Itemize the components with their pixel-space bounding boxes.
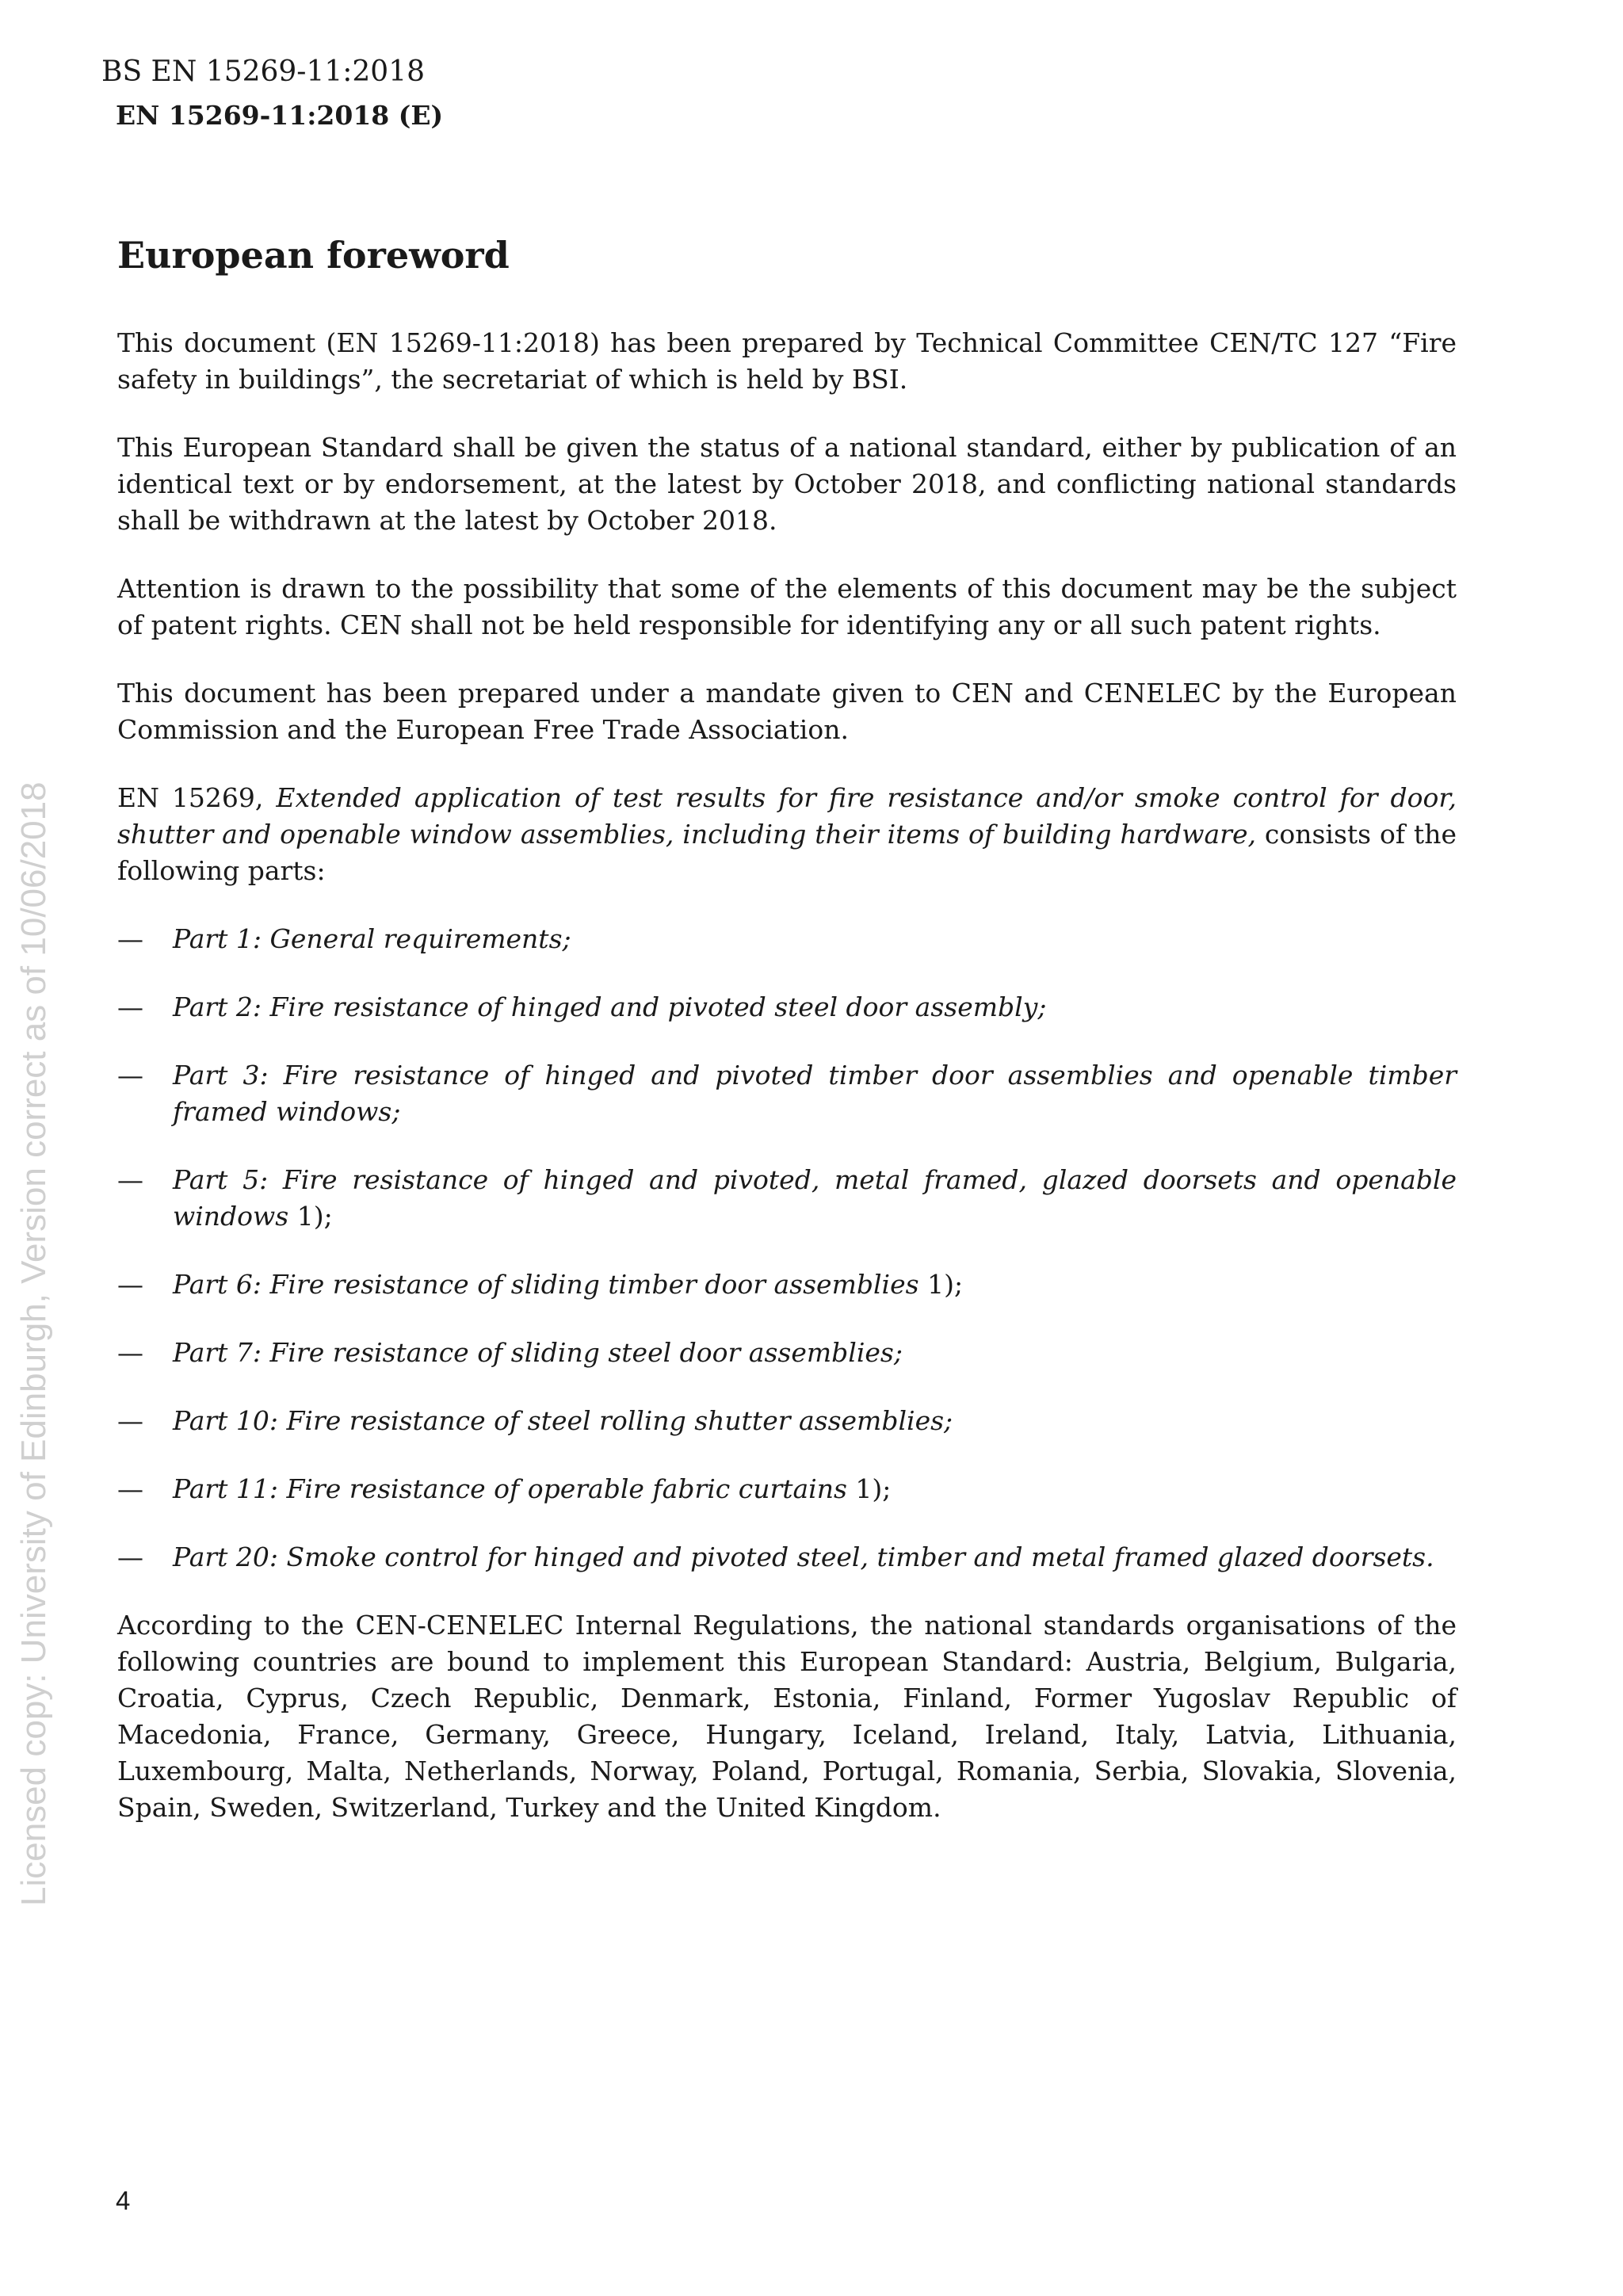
list-dash: — (117, 923, 143, 954)
list-item (117, 1471, 1457, 1507)
list-dash: — (117, 1269, 143, 1300)
list-item (117, 989, 1457, 1026)
list-item (117, 1266, 1457, 1303)
list-dash: — (117, 991, 143, 1022)
list-dash: — (117, 1337, 143, 1368)
list-dash: — (117, 1164, 143, 1195)
footnote-ref: 1); (288, 1201, 333, 1232)
part-title: Part 10: Fire resistance of steel rolling shutter assemblies; (173, 1405, 953, 1436)
document-reference-en: EN 15269-11:2018 (E) (116, 100, 444, 131)
footnote-ref: 1); (846, 1473, 892, 1504)
license-watermark: Licensed copy: University of Edinburgh, Version correct as of 10/06/2018 (14, 781, 53, 1906)
paragraph-countries: According to the CEN-CENELEC Internal Regulations, the national standards organisations of the following countries are bound to implement this European Standard: Austria, Belgium, Bulgaria, Croatia, Cyprus, Czech Republic, Denmark, Estonia, Finland, Former Yugoslav Republic of Macedonia, France, Germany, Greece, Hungary, Iceland, Ireland, Italy, Latvia, Lithuania, Luxembourg, Malta, Netherlands, Norway, Poland, Portugal, Romania, Serbia, Slovakia, Slovenia, Spain, Sweden, Switzerland, Turkey and the United Kingdom. (117, 1610, 1457, 1823)
part-title: Part 6: Fire resistance of sliding timber door assemblies (173, 1269, 919, 1300)
part-title: Part 20: Smoke control for hinged and pivoted steel, timber and metal framed glazed doorsets. (173, 1541, 1434, 1572)
list-item (117, 1403, 1457, 1439)
document-reference: BS EN 15269-11:2018 (101, 55, 426, 88)
part-title: Part 11: Fire resistance of operable fabric curtains (173, 1473, 847, 1504)
part-title: Part 5: Fire resistance of hinged and pivoted, metal framed, glazed doorsets and openable windows (173, 1164, 1457, 1232)
list-item (117, 1539, 1457, 1576)
list-item (117, 921, 1457, 957)
part-title: Part 7: Fire resistance of sliding steel door assemblies; (173, 1337, 903, 1368)
paragraph-patent: Attention is drawn to the possibility that some of the elements of this document may be the subject of patent rights. CEN shall not be held responsible for identifying any or all such patent rights. (117, 573, 1457, 640)
list-item (117, 1057, 1457, 1130)
paragraph-committee: This document (EN 15269-11:2018) has been prepared by Technical Committee CEN/TC 127 “Fire safety in buildings”, the secretariat of which is held by BSI. (117, 327, 1457, 395)
series-title: Extended application of test results for fire resistance and/or smoke control for door, shutter and openable window assemblies, including their items of building hardware, (117, 782, 1457, 850)
paragraph-series (117, 780, 1457, 889)
paragraph-status: This European Standard shall be given the status of a national standard, either by publication of an identical text or by endorsement, at the latest by October 2018, and conflicting national standards shall be withdrawn at the latest by October 2018. (117, 432, 1457, 536)
list-dash: — (117, 1405, 143, 1436)
page-body (117, 231, 1457, 1858)
footnote-ref: 1); (918, 1269, 964, 1300)
parts-list (117, 921, 1457, 1576)
page-title: European foreword (117, 234, 510, 277)
series-prefix: EN 15269, (117, 782, 277, 813)
list-dash: — (117, 1060, 143, 1091)
series-suffix: consists of the following parts: (117, 819, 1457, 886)
list-item (117, 1335, 1457, 1371)
part-title: Part 1: General requirements; (173, 923, 571, 954)
list-dash: — (117, 1541, 143, 1572)
list-dash: — (117, 1473, 143, 1504)
list-item (117, 1162, 1457, 1235)
part-title: Part 2: Fire resistance of hinged and pivoted steel door assembly; (173, 991, 1047, 1022)
part-title: Part 3: Fire resistance of hinged and pivoted timber door assemblies and openable timber framed windows; (173, 1060, 1457, 1127)
paragraph-mandate: This document has been prepared under a mandate given to CEN and CENELEC by the European Commission and the European Free Trade Association. (117, 678, 1457, 745)
page-number: 4 (116, 2186, 131, 2215)
